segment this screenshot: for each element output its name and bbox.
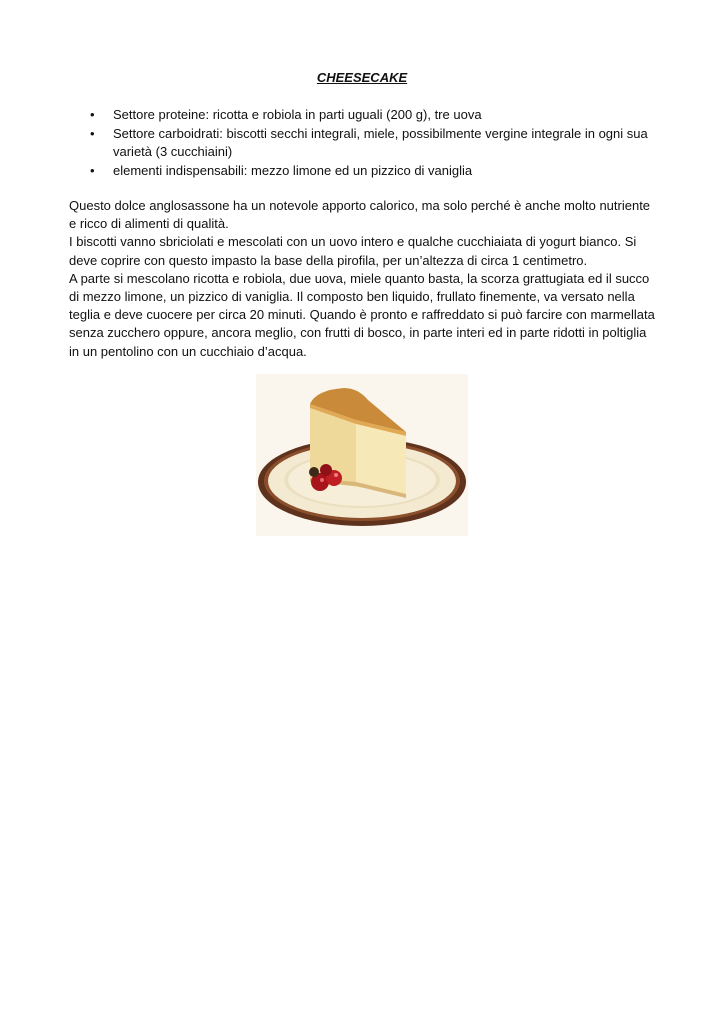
list-item-text: Settore proteine: ricotta e robiola in parti uguali (200 g), tre uova bbox=[113, 107, 482, 122]
cheesecake-slice-photo bbox=[256, 374, 468, 536]
list-item-text: Settore carboidrati: biscotti secchi integrali, miele, possibilmente vergine integrale in ogni sua varietà (3 cucchiaini) bbox=[113, 125, 648, 159]
list-item bbox=[90, 106, 650, 125]
paragraph: I biscotti vanno sbriciolati e mescolati con un uovo intero e qualche cucchiaiata di yogurt bianco. Si deve coprire con questo impasto la base della pirofila, per un’altezza di circa 1 centimetro. bbox=[69, 234, 637, 268]
bullet-icon: • bbox=[90, 107, 95, 122]
list-item bbox=[90, 162, 650, 181]
list-item bbox=[90, 125, 650, 162]
bullet-icon: • bbox=[90, 125, 95, 141]
ingredient-list bbox=[90, 106, 650, 180]
page-title: CHEESECAKE bbox=[316, 70, 408, 85]
list-item-text: elementi indispensabili: mezzo limone ed un pizzico di vaniglia bbox=[113, 162, 473, 178]
paragraph: Questo dolce anglosassone ha un notevole apporto calorico, ma solo perché è anche molto nutriente e ricco di alimenti di qualità. bbox=[69, 198, 651, 232]
recipe-description bbox=[69, 197, 659, 361]
bullet-icon: • bbox=[90, 162, 95, 178]
paragraph: A parte si mescolano ricotta e robiola, due uova, miele quanto basta, la scorza grattugiata ed il succo di mezzo limone, un pizzico di vaniglia. Il composto ben liquido, frullato finemente, va versato nella teglia e deve cuocere per circa 20 minuti. Quando è pronto e raffreddato si può farcire con marmellata senza zucchero oppure, ancora meglio, con frutti di bosco, in parte interi ed in parte ridotti in poltiglia in un pentolino con un cucchiaio d’acqua. bbox=[69, 270, 655, 359]
